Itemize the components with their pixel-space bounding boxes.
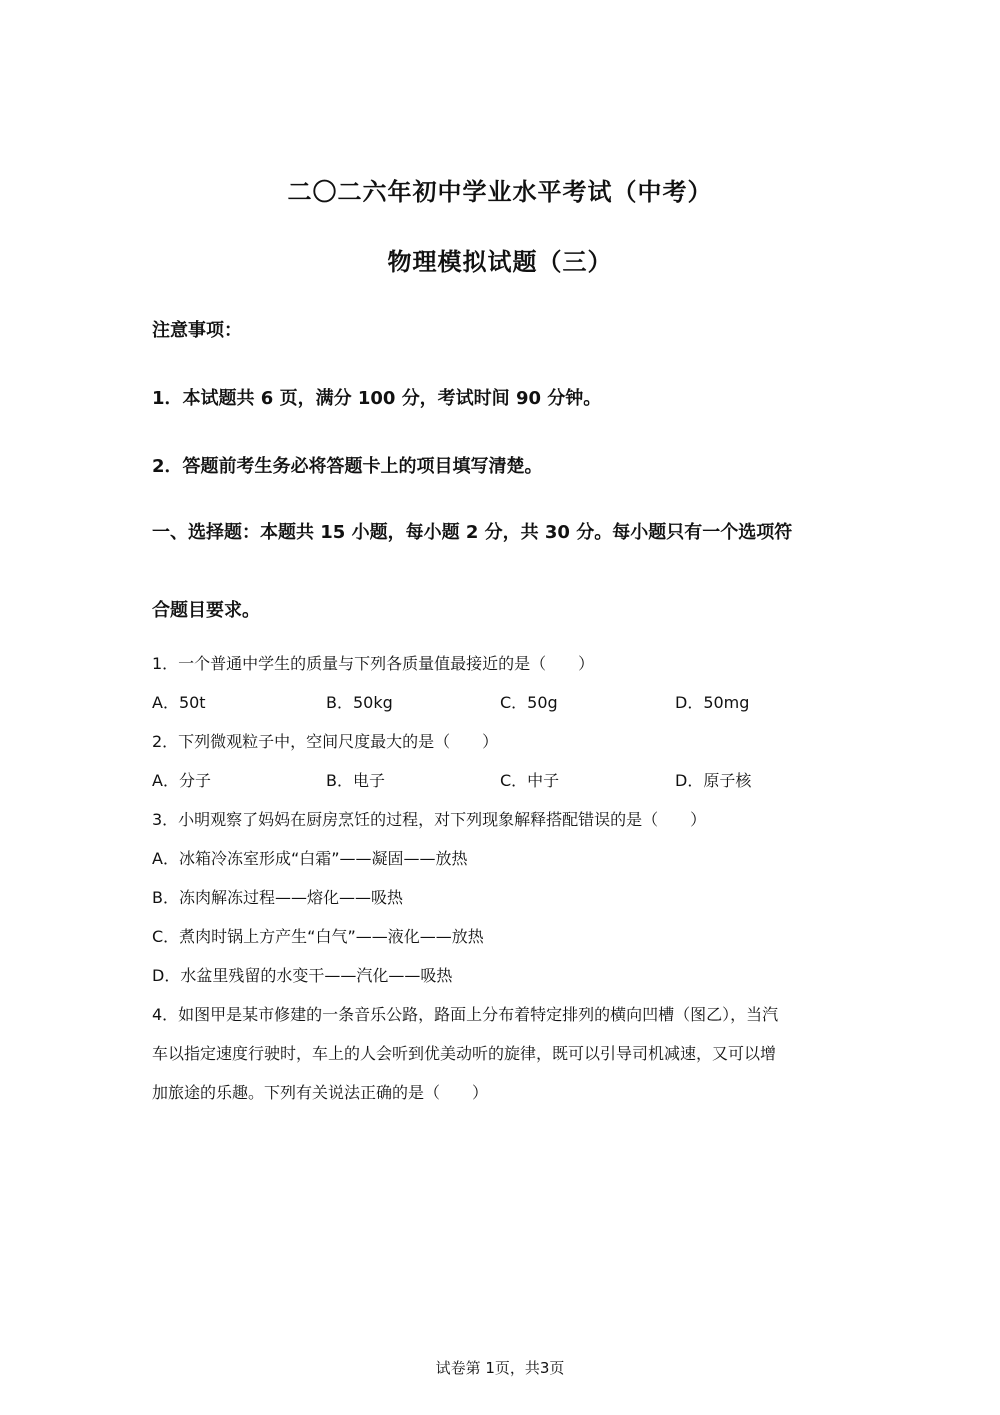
question-2-option-d: D．原子核 — [675, 771, 752, 790]
notice-heading: 注意事项： — [152, 320, 242, 341]
question-2-option-c: C．中子 — [500, 771, 560, 790]
notice-item-1: 1．本试题共 6 页，满分 100 分，考试时间 90 分钟。 — [152, 388, 602, 409]
question-2-option-a: A．分子 — [152, 771, 211, 790]
question-3-option-c: C．煮肉时锅上方产生“白气”——液化——放热 — [152, 927, 484, 946]
page-footer: 试卷第 1页，共3页 — [435, 1359, 565, 1377]
question-3-option-b: B．冻肉解冻过程——熔化——吸热 — [152, 888, 403, 907]
question-4-stem-line-3: 加旅途的乐趣。下列有关说法正确的是（ ） — [152, 1083, 489, 1102]
question-3-option-d: D．水盆里残留的水变干——汽化——吸热 — [152, 966, 453, 985]
section-instruction-line-2: 合题目要求。 — [152, 600, 260, 621]
question-1-stem: 1．一个普通中学生的质量与下列各质量值最接近的是（ ） — [152, 654, 595, 673]
question-3-stem: 3．小明观察了妈妈在厨房烹饪的过程，对下列现象解释搭配错误的是（ ） — [152, 810, 707, 829]
notice-item-2: 2．答题前考生务必将答题卡上的项目填写清楚。 — [152, 456, 543, 477]
question-1-option-d: D．50mg — [675, 693, 750, 712]
question-3-option-a: A．冰箱冷冻室形成“白霜”——凝固——放热 — [152, 849, 468, 868]
section-instruction-line-1: 一、选择题：本题共 15 小题，每小题 2 分，共 30 分。每小题只有一个选项符 — [152, 522, 793, 543]
question-1-option-b: B．50kg — [326, 693, 393, 712]
question-4-stem-line-1: 4．如图甲是某市修建的一条音乐公路，路面上分布着特定排列的横向凹槽（图乙），当汽 — [152, 1005, 779, 1024]
exam-subtitle: 物理模拟试题（三） — [387, 248, 613, 276]
question-1-option-a: A．50t — [152, 693, 206, 712]
exam-title: 二〇二六年初中学业水平考试（中考） — [287, 178, 713, 206]
question-2-stem: 2．下列微观粒子中，空间尺度最大的是（ ） — [152, 732, 499, 751]
question-1-option-c: C．50g — [500, 693, 558, 712]
question-2-option-b: B．电子 — [326, 771, 385, 790]
question-4-stem-line-2: 车以指定速度行驶时，车上的人会听到优美动听的旋律，既可以引导司机减速，又可以增 — [152, 1044, 777, 1063]
